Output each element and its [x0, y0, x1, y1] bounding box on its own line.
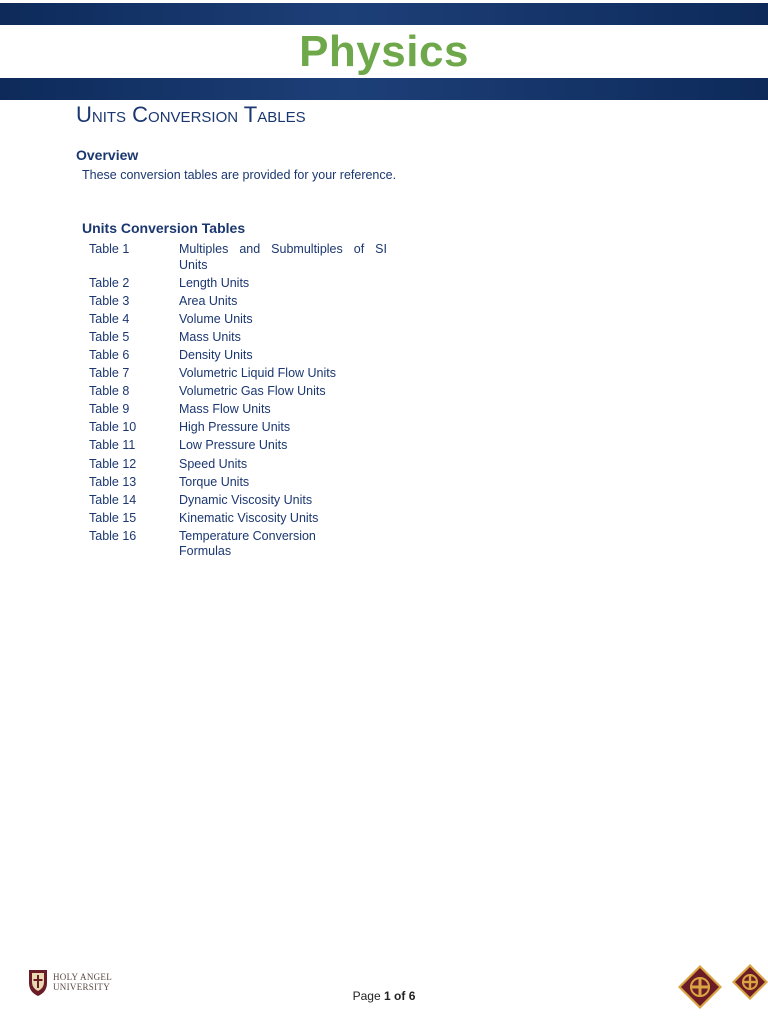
table-name-line: Mass Units [179, 329, 241, 344]
table-name [179, 366, 387, 382]
table-name [179, 294, 387, 310]
logo-text-line1: HOLY ANGEL [53, 972, 113, 982]
table-name [179, 529, 387, 560]
table-list-item [89, 294, 399, 310]
table-number: Table 4 [89, 311, 130, 326]
table-name [179, 276, 387, 292]
table-number: Table 12 [89, 456, 137, 471]
table-name [179, 420, 387, 436]
table-name-line: Volumetric Liquid Flow Units [179, 366, 337, 381]
table-list-item [89, 330, 399, 346]
table-name [179, 438, 387, 454]
table-list-item [89, 384, 399, 400]
table-number: Table 11 [89, 438, 136, 453]
table-number: Table 5 [89, 329, 130, 344]
table-name-line: Torque Units [179, 474, 250, 489]
table-name-line: Length Units [179, 275, 250, 290]
page-of: of [394, 989, 406, 1003]
table-number: Table 10 [89, 420, 137, 435]
table-list-item [89, 493, 399, 509]
table-name-line: Volumetric Gas Flow Units [179, 384, 326, 399]
document-title: Units Conversion Tables [76, 102, 306, 127]
table-name-line: Density Units [179, 347, 253, 362]
table-list-item [89, 420, 399, 436]
table-number: Table 13 [89, 474, 137, 489]
table-name-line: Area Units [179, 293, 238, 308]
table-number: Table 15 [89, 510, 137, 525]
table-number: Table 7 [89, 366, 130, 381]
table-name-line: Multiples and Submultiples of SI [179, 242, 387, 256]
header-band-bottom [0, 78, 768, 100]
table-name-line: Kinematic Viscosity Units [179, 510, 319, 525]
table-number: Table 9 [89, 402, 130, 417]
table-name [179, 348, 387, 364]
table-list-item [89, 366, 399, 382]
table-name [179, 312, 387, 328]
table-list-item [89, 242, 399, 273]
table-number: Table 6 [89, 347, 130, 362]
table-number: Table 3 [89, 293, 130, 308]
diamond-emblem-icon [731, 963, 768, 1001]
subject-title: Physics [299, 27, 469, 76]
table-name [179, 493, 387, 509]
page-total: 6 [408, 989, 416, 1003]
table-name-line: High Pressure Units [179, 420, 291, 435]
table-name-line: Low Pressure Units [179, 438, 288, 453]
logo-text-line2: UNIVERSITY [53, 982, 110, 992]
table-name-line: Units [179, 257, 208, 272]
table-name [179, 402, 387, 418]
table-name-line: Formulas [179, 544, 232, 559]
table-number: Table 16 [89, 528, 137, 543]
table-number: Table 14 [89, 492, 137, 507]
table-list-item [89, 457, 399, 473]
page-prefix: Page [352, 989, 381, 1003]
table-list-item [89, 438, 399, 454]
header-band-top [0, 3, 768, 25]
overview-heading: Overview [76, 147, 139, 163]
table-number: Table 8 [89, 384, 130, 399]
tables-list-heading: Units Conversion Tables [82, 220, 246, 236]
diamond-emblem-icon [677, 964, 723, 1010]
page-current: 1 [383, 989, 391, 1003]
table-list-item [89, 402, 399, 418]
table-name-line: Speed Units [179, 456, 248, 471]
tables-list [89, 242, 399, 563]
table-name-line: Volume Units [179, 311, 253, 326]
table-list-item [89, 312, 399, 328]
table-number: Table 2 [89, 275, 130, 290]
table-list-item [89, 529, 399, 560]
table-list-item [89, 276, 399, 292]
table-name [179, 242, 387, 273]
table-name [179, 330, 387, 346]
table-name [179, 384, 387, 400]
table-list-item [89, 348, 399, 364]
table-name [179, 457, 387, 473]
table-name [179, 511, 387, 527]
table-list-item [89, 511, 399, 527]
page-number [0, 989, 768, 1003]
table-name-line: Dynamic Viscosity Units [179, 492, 313, 507]
table-name-line: Mass Flow Units [179, 402, 271, 417]
overview-text: These conversion tables are provided for your reference. [82, 168, 397, 182]
table-name [179, 475, 387, 491]
table-list-item [89, 475, 399, 491]
table-name-line: Temperature Conversion [179, 528, 316, 543]
table-number: Table 1 [89, 242, 130, 256]
